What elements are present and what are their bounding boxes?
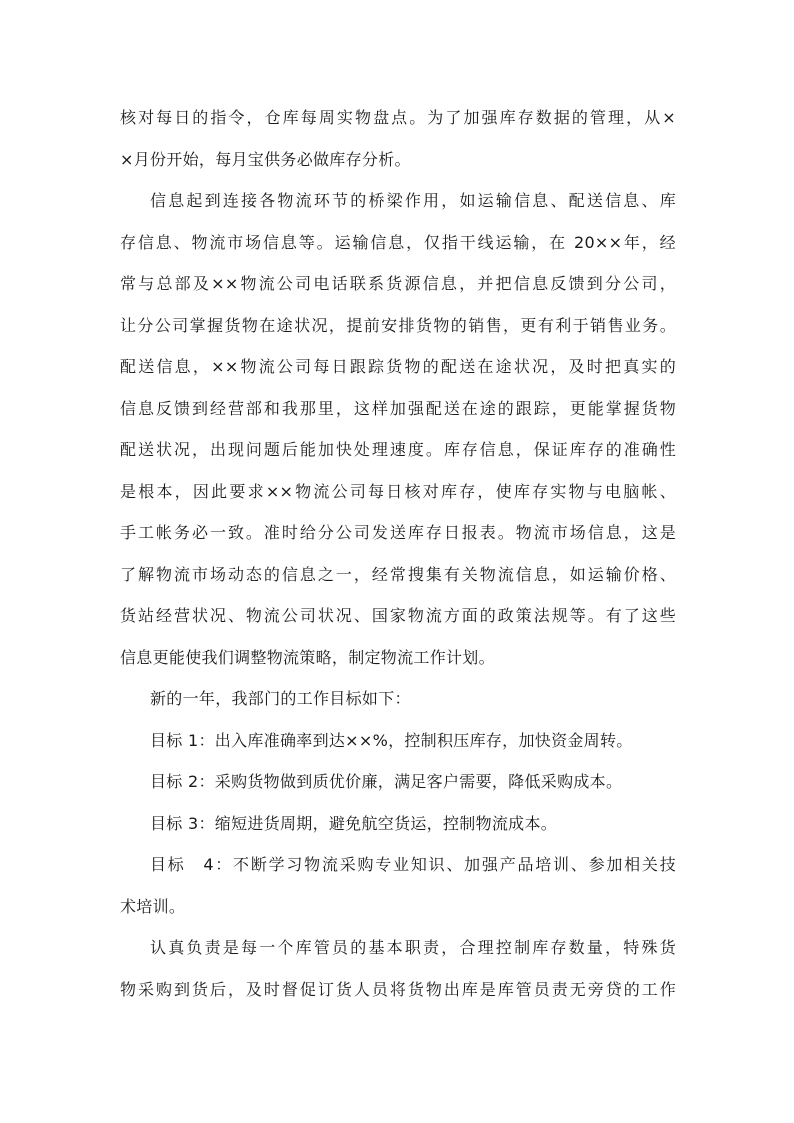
text-line-11: 手工帐务必一致。准时给分公司发送库存日报表。物流市场信息，这是: [120, 523, 676, 542]
text-line-12: 了解物流市场动态的信息之一，经常搜集有关物流信息，如运输价格、: [120, 565, 676, 584]
text-line-1: 核对每日的指令，仓库每周实物盘点。为了加强库存数据的管理，从×: [120, 108, 676, 127]
goal-1-line: 目标 1：出入库准确率到达××%，控制积压库存，加快资金周转。: [150, 731, 633, 750]
goal-4-line: 目标 4：不断学习物流采购专业知识、加强产品培训、参加相关技: [150, 855, 676, 874]
text-line-21: 认真负责是每一个库管员的基本职责，合理控制库存数量，特殊货: [150, 938, 676, 957]
goal-4-continuation: 术培训。: [120, 897, 186, 916]
text-line-6: 让分公司掌握货物在途状况，提前安排货物的销售，更有利于销售业务。: [120, 316, 676, 335]
text-line-13: 货站经营状况、物流公司状况、国家物流方面的政策法规等。有了这些: [120, 606, 676, 625]
text-line-4: 存信息、物流市场信息等。运输信息，仅指干线运输，在 20××年，经: [120, 233, 676, 252]
text-line-8: 信息反馈到经营部和我那里，这样加强配送在途的跟踪，更能掌握货物: [120, 399, 676, 418]
text-line-7: 配送信息，××物流公司每日跟踪货物的配送在途状况，及时把真实的: [120, 357, 676, 376]
goal-3-line: 目标 3：缩短进货周期，避免航空货运，控制物流成本。: [150, 814, 558, 833]
text-line-5: 常与总部及××物流公司电话联系货源信息，并把信息反馈到分公司，: [120, 274, 676, 293]
text-line-14: 信息更能使我们调整物流策略，制定物流工作计划。: [120, 648, 495, 667]
text-line-15: 新的一年，我部门的工作目标如下：: [150, 689, 411, 708]
text-line-2: ×月份开始，每月宝供务必做库存分析。: [120, 150, 411, 169]
text-line-3: 信息起到连接各物流环节的桥梁作用，如运输信息、配送信息、库: [150, 191, 676, 210]
text-line-10: 是根本，因此要求××物流公司每日核对库存，使库存实物与电脑帐、: [120, 482, 676, 501]
text-line-9: 配送状况，出现问题后能加快处理速度。库存信息，保证库存的准确性: [120, 440, 676, 459]
goal-2-line: 目标 2：采购货物做到质优价廉，满足客户需要，降低采购成本。: [150, 772, 623, 791]
text-line-22: 物采购到货后，及时督促订货人员将货物出库是库管员责无旁贷的工作: [120, 980, 676, 999]
